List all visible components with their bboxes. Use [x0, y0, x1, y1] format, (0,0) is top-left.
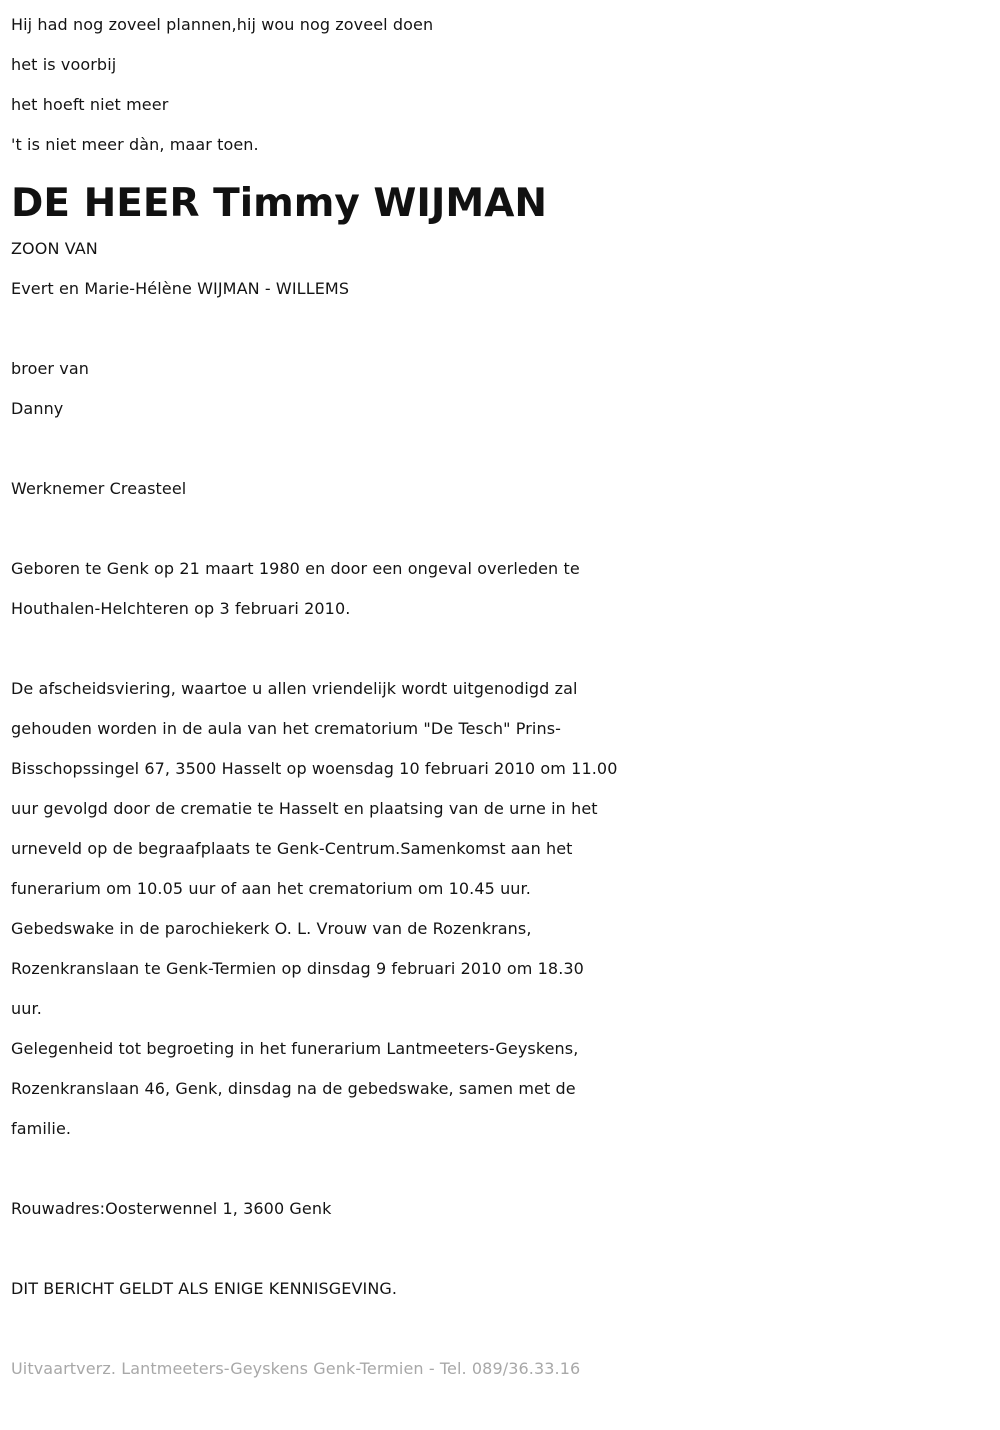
ceremony-paragraph — [11, 669, 991, 1149]
spacer — [11, 429, 991, 469]
ceremony-line-3: Bisschopssingel 67, 3500 Hasselt op woensdag 10 februari 2010 om 11.00 — [11, 759, 618, 778]
poem-line-3: het hoeft niet meer — [11, 95, 169, 114]
notice-statement: DIT BERICHT GELDT ALS ENIGE KENNISGEVING. — [11, 1279, 398, 1298]
sibling-section — [11, 349, 991, 429]
birth-death-line-2: Houthalen-Helchteren op 3 februari 2010. — [11, 599, 351, 618]
poem — [11, 5, 991, 165]
spacer — [11, 629, 991, 669]
occupation: Werknemer Creasteel — [11, 479, 187, 498]
birth-death-paragraph — [11, 549, 991, 629]
funeral-home-footer: Uitvaartverz. Lantmeeters-Geyskens Genk-Termien - Tel. 089/36.33.16 — [11, 1359, 581, 1378]
parents-section — [11, 229, 991, 309]
ceremony-line-1: De afscheidsviering, waartoe u allen vriendelijk wordt uitgenodigd zal — [11, 679, 578, 698]
ceremony-line-9: uur. — [11, 999, 42, 1018]
spacer — [11, 1309, 991, 1349]
birth-death-line-1: Geboren te Genk op 21 maart 1980 en door een ongeval overleden te — [11, 559, 580, 578]
ceremony-line-7: Gebedswake in de parochiekerk O. L. Vrouw van de Rozenkrans, — [11, 919, 532, 938]
parents-names: Evert en Marie-Hélène WIJMAN - WILLEMS — [11, 279, 350, 298]
ceremony-line-6: funerarium om 10.05 uur of aan het crematorium om 10.45 uur. — [11, 879, 531, 898]
ceremony-line-4: uur gevolgd door de crematie te Hasselt en plaatsing van de urne in het — [11, 799, 598, 818]
spacer — [11, 309, 991, 349]
deceased-name: DE HEER Timmy WIJMAN — [11, 181, 548, 226]
ceremony-line-10: Gelegenheid tot begroeting in het funerarium Lantmeeters-Geyskens, — [11, 1039, 579, 1058]
parents-label: ZOON VAN — [11, 239, 98, 258]
spacer — [11, 1149, 991, 1189]
spacer — [11, 509, 991, 549]
ceremony-line-5: urneveld op de begraafplaats te Genk-Centrum.Samenkomst aan het — [11, 839, 573, 858]
poem-line-1: Hij had nog zoveel plannen,hij wou nog zoveel doen — [11, 15, 434, 34]
ceremony-line-12: familie. — [11, 1119, 72, 1138]
spacer — [11, 1229, 991, 1269]
sibling-label: broer van — [11, 359, 89, 378]
obituary-notice — [11, 5, 991, 1389]
ceremony-line-11: Rozenkranslaan 46, Genk, dinsdag na de gebedswake, samen met de — [11, 1079, 576, 1098]
sibling-names: Danny — [11, 399, 64, 418]
mourning-address: Rouwadres:Oosterwennel 1, 3600 Genk — [11, 1199, 332, 1218]
poem-line-2: het is voorbij — [11, 55, 117, 74]
ceremony-line-8: Rozenkranslaan te Genk-Termien op dinsdag 9 februari 2010 om 18.30 — [11, 959, 584, 978]
ceremony-line-2: gehouden worden in de aula van het crematorium "De Tesch" Prins- — [11, 719, 562, 738]
poem-line-4: 't is niet meer dàn, maar toen. — [11, 135, 259, 154]
